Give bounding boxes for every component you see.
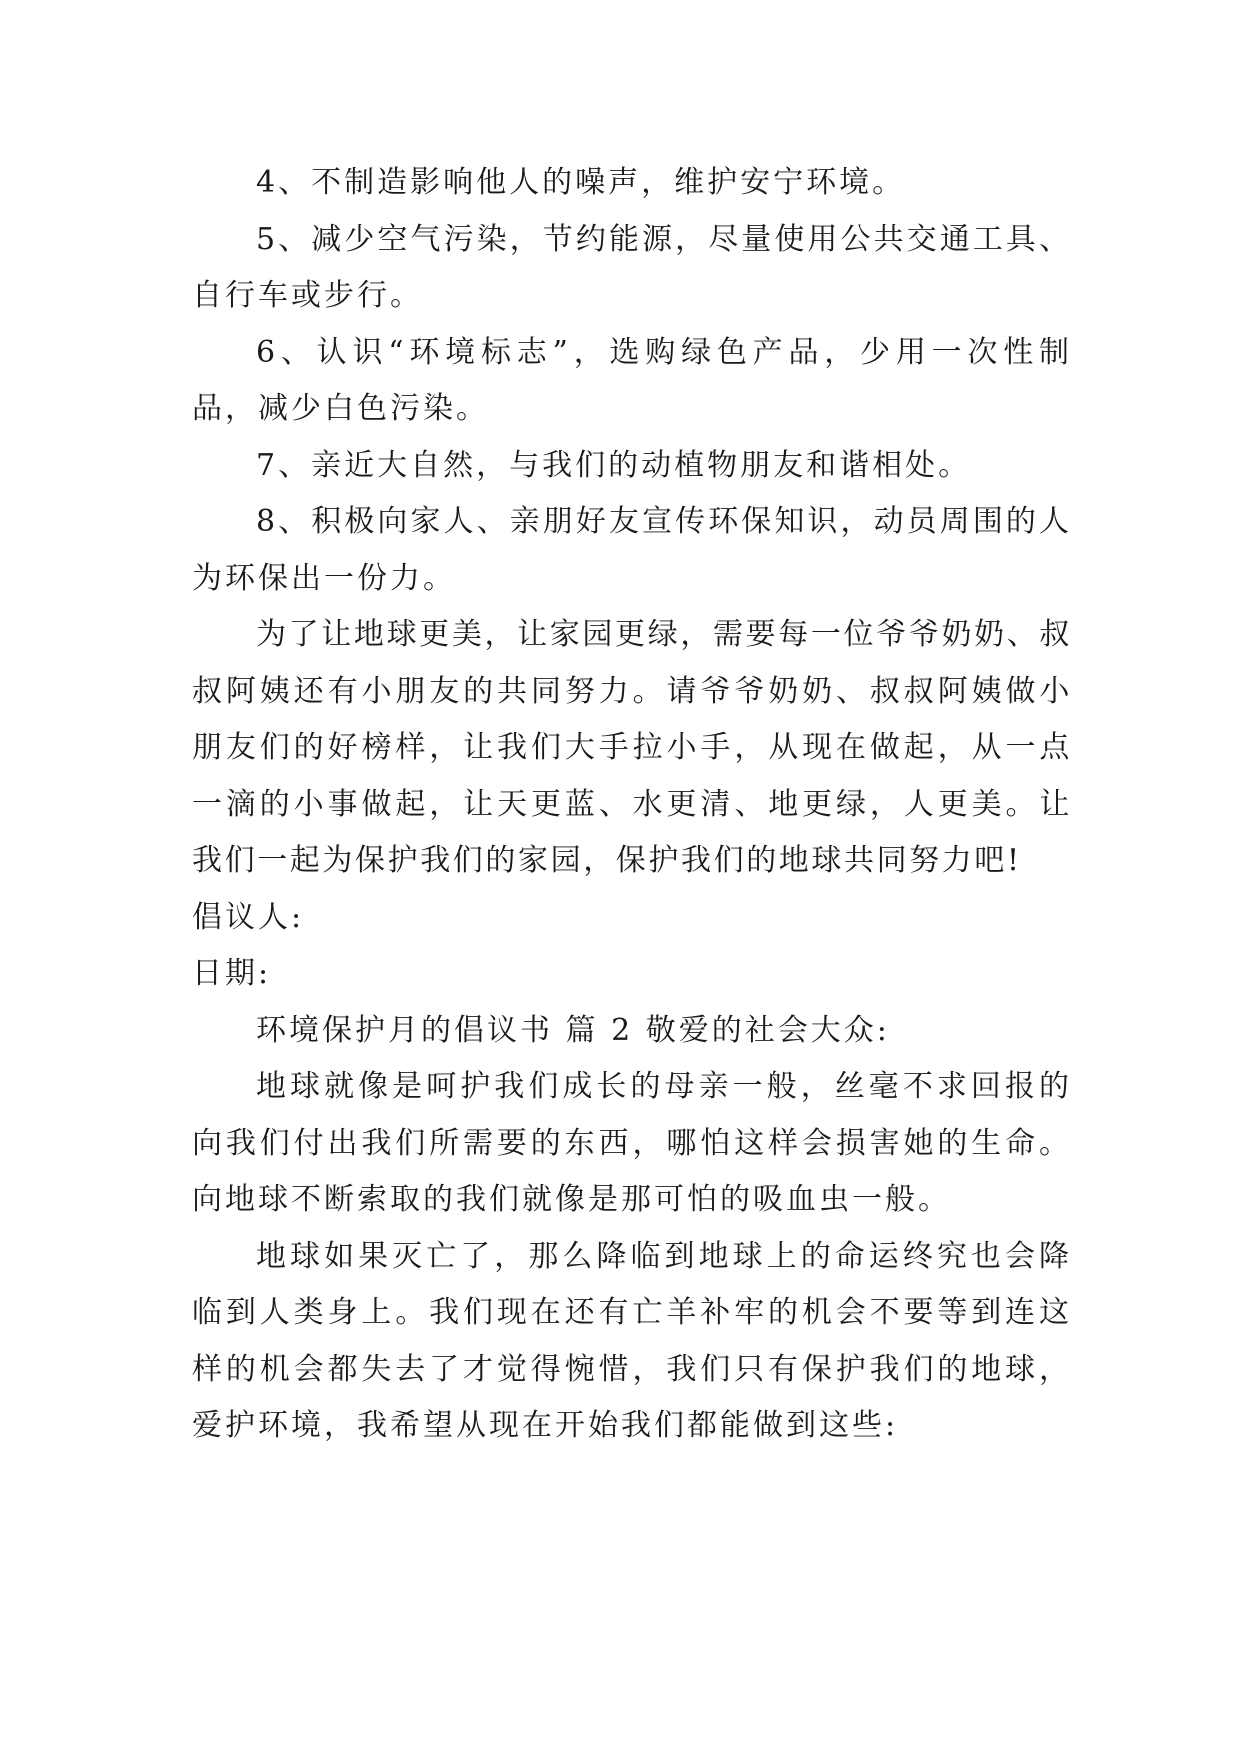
section-2-paragraph-1: 地球就像是呵护我们成长的母亲一般，丝毫不求回报的向我们付出我们所需要的东西，哪怕这样会损害她的生命。向地球不断索取的我们就像是那可怕的吸血虫一般。 (192, 1069, 1072, 1217)
closing-paragraph: 为了让地球更美，让家园更绿，需要每一位爷爷奶奶、叔叔阿姨还有小朋友的共同努力。请爷爷奶奶、叔叔阿姨做小朋友们的好榜样，让我们大手拉小手，从现在做起，从一点一滴的小事做起，让天更蓝、水更清、地更绿，人更美。让我们一起为保护我们的家园，保护我们的地球共同努力吧! (192, 617, 1072, 878)
list-item-6: 6、认识“环境标志”，选购绿色产品，少用一次性制品，减少白色污染。 (192, 334, 1072, 426)
section-2-heading: 环境保护月的倡议书 篇 2 敬爱的社会大众: (256, 1012, 890, 1048)
date-label: 日期: (192, 956, 272, 991)
list-item-7: 7、亲近大自然，与我们的动植物朋友和谐相处。 (256, 447, 972, 483)
signer-label: 倡议人: (192, 899, 305, 935)
list-item-4: 4、不制造影响他人的噪声，维护安宁环境。 (256, 165, 906, 200)
section-2-paragraph-2: 地球如果灭亡了，那么降临到地球上的命运终究也会降临到人类身上。我们现在还有亡羊补牢的机会不要等到连这样的机会都失去了才觉得惋惜，我们只有保护我们的地球，爱护环境，我希望从现在开始我们都能做到这些: (192, 1238, 1072, 1443)
list-item-5: 5、减少空气污染，节约能源，尽量使用公共交通工具、自行车或步行。 (192, 221, 1072, 313)
document-body (192, 155, 1072, 1455)
list-item-8: 8、积极向家人、亲朋好友宣传环保知识，动员周围的人为环保出一份力。 (192, 504, 1072, 596)
